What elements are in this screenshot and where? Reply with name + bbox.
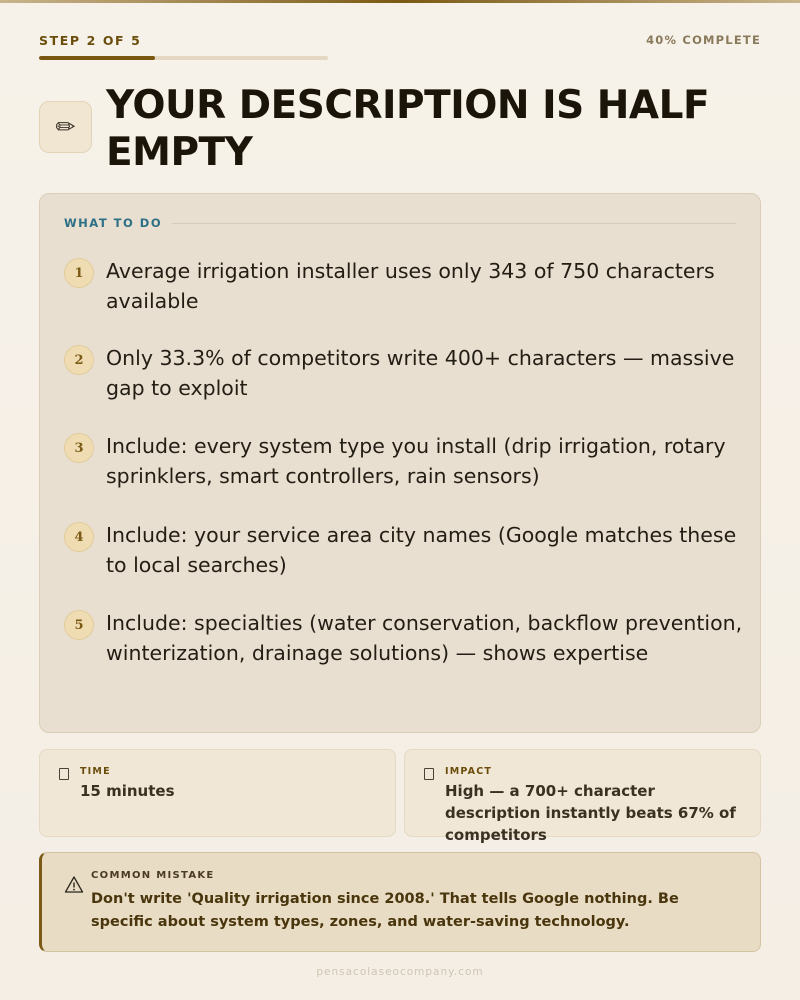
list-item-text: Include: specialties (water conservation, backflow prevention, winterization, drainage solutions) — shows expertise (106, 611, 743, 665)
step-header (39, 33, 761, 49)
what-to-do-card (39, 193, 761, 733)
progress-bar (39, 56, 328, 60)
list-item-text: Include: every system type you install (drip irrigation, rotary sprinklers, smart controllers, rain sensors) (106, 434, 726, 488)
step-number-badge: 3 (64, 433, 94, 463)
step-number-badge: 1 (64, 258, 94, 288)
step-label: STEP 2 OF 5 (39, 33, 142, 48)
step-number-badge: 4 (64, 522, 94, 552)
common-mistake-text: Don't write 'Quality irrigation since 2008.' That tells Google nothing. Be specific about system types, zones, and water-saving technology. (91, 891, 679, 930)
list-item-text: Average irrigation installer uses only 343 of 750 characters available (106, 259, 715, 313)
pencil-icon: ✏ (39, 101, 92, 153)
page-title: YOUR DESCRIPTION IS HALF EMPTY (106, 83, 710, 175)
time-label: TIME (80, 766, 111, 777)
time-card (39, 749, 396, 837)
progress-bar-fill (39, 56, 155, 60)
section-divider (172, 223, 736, 224)
warning-icon (64, 875, 84, 895)
footer-domain: pensacolaseocompany.com (316, 966, 484, 978)
step-number-badge: 5 (64, 610, 94, 640)
section-header (64, 216, 736, 230)
top-accent-rule (0, 0, 800, 3)
step-number-badge: 2 (64, 345, 94, 375)
common-mistake-label: COMMON MISTAKE (91, 870, 215, 881)
clock-icon (59, 768, 69, 780)
progress-percent-label: 40% COMPLETE (646, 33, 761, 47)
time-value: 15 minutes (80, 782, 175, 800)
common-mistake-card (39, 852, 761, 952)
list-item-text: Include: your service area city names (Google matches these to local searches) (106, 523, 737, 577)
list-item-text: Only 33.3% of competitors write 400+ characters — massive gap to exploit (106, 346, 735, 400)
chart-icon (424, 768, 434, 780)
impact-card (404, 749, 761, 844)
impact-value: High — a 700+ character description instantly beats 67% of competitors (445, 782, 736, 844)
section-label: WHAT TO DO (64, 216, 163, 230)
impact-label: IMPACT (445, 766, 493, 777)
